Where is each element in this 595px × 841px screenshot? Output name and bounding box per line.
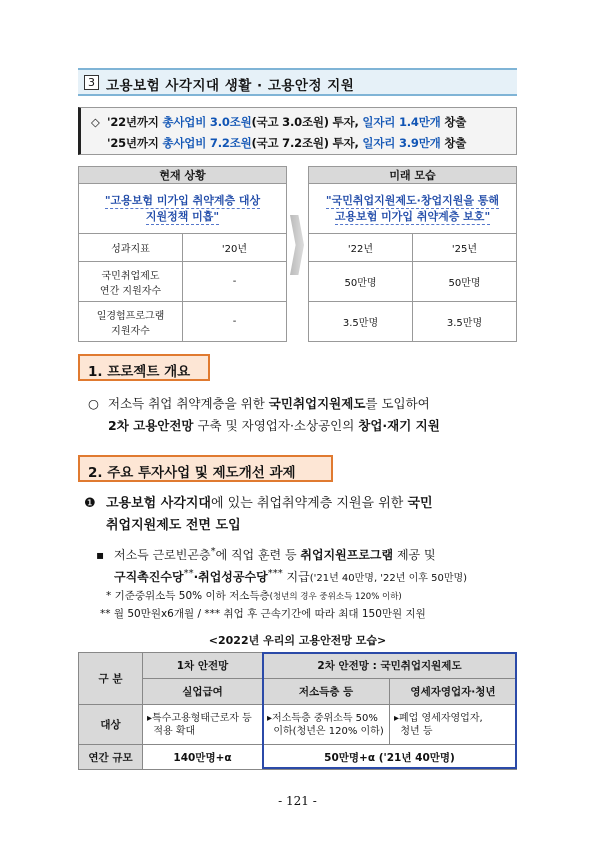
goal-jobs-2025: 일자리 3.9만개 xyxy=(362,136,441,150)
table-caption: <2022년 우리의 고용안전망 모습> xyxy=(208,634,387,647)
future-col-2022: '22년 xyxy=(309,234,413,262)
current-header: 현재 상황 xyxy=(79,167,287,184)
current-row-value: - xyxy=(183,262,287,302)
future-outlook-table xyxy=(308,166,517,342)
target-label: 대상 xyxy=(79,705,143,745)
future-value-2022: 50만명 xyxy=(309,262,413,302)
annual-scale-first-net: 140만명+α xyxy=(143,745,263,770)
future-value-2025: 50만명 xyxy=(413,262,517,302)
goal-line-2025: '25년까지 총사업비 7.2조원(국고 7.2조원) 투자, 일자리 3.9만개 창출 xyxy=(107,136,467,150)
current-quote: "고용보험 미가입 취약계층 대상 지원정책 미흡" xyxy=(79,184,287,234)
section-header xyxy=(78,68,517,96)
second-net-header: 2차 안전망 : 국민취업지원제도 xyxy=(263,653,517,679)
overview-line-1: ○ 저소득 취업 취약계층을 위한 국민취업지원제도를 도입하여 xyxy=(88,396,430,411)
project-1-line-1: ❶ 고용보험 사각지대에 있는 취업취약계층 지원을 위한 국민 xyxy=(84,493,433,515)
future-value-2025: 3.5만명 xyxy=(413,302,517,342)
project-1-detail-1: ▪ 저소득 근로빈곤층*에 직업 훈련 등 취업지원프로그램 제공 및 xyxy=(96,546,436,562)
target-first-net: ▸특수고용형태근로자 등 적용 확대 xyxy=(143,705,263,745)
self-employed-youth-header: 영세자영업자·청년 xyxy=(390,679,517,705)
annual-scale-second-net: 50만명+α ('21년 40만명) xyxy=(263,745,517,770)
current-col-indicator: 성과지표 xyxy=(79,234,183,262)
safety-net-table xyxy=(78,652,517,770)
future-value-2022: 3.5만명 xyxy=(309,302,413,342)
low-income-header: 저소득층 등 xyxy=(263,679,390,705)
current-situation-table xyxy=(78,166,287,342)
overview-line-2: 2차 고용안전망 구축 및 자영업자·소상공인의 창업·재기 지원 xyxy=(108,418,440,433)
goal-box xyxy=(78,107,517,155)
future-header: 미래 모습 xyxy=(309,167,517,184)
goal-bullet: ◇ xyxy=(91,115,100,129)
current-row-label: 일경험프로그램 지원자수 xyxy=(79,302,183,342)
current-row-value: - xyxy=(183,302,287,342)
current-row-label: 국민취업제도 연간 지원자수 xyxy=(79,262,183,302)
future-quote: "국민취업지원제도·창업지원을 통해 고용보험 미가입 취약계층 보호" xyxy=(309,184,517,234)
annual-scale-label: 연간 규모 xyxy=(79,745,143,770)
project-1-line-2: 취업지원제도 전면 도입 xyxy=(106,518,241,533)
section-number: 3 xyxy=(84,75,99,90)
project-1-detail-2: 구직촉진수당**·취업성공수당*** 지급('21년 40만명, '22년 이후 50만명) xyxy=(114,568,468,584)
goal-line-2022: ◇ '22년까지 총사업비 3.0조원(국고 3.0조원) 투자, 일자리 1.4만개 창출 xyxy=(91,115,467,129)
project-overview-heading: 1. 프로젝트 개요 xyxy=(78,354,210,381)
unemployment-benefit-header: 실업급여 xyxy=(143,679,263,705)
section-title: 고용보험 사각지대 생활 · 고용안정 지원 xyxy=(106,78,355,94)
future-col-2025: '25년 xyxy=(413,234,517,262)
footnote-2: ** 월 50만원x6개월 / *** 취업 후 근속기간에 따라 최대 150만원 지원 xyxy=(100,608,426,620)
key-projects-heading: 2. 주요 투자사업 및 제도개선 과제 xyxy=(78,455,333,482)
page-number: - 121 - xyxy=(278,794,317,808)
number-1-icon: ❶ xyxy=(84,496,96,511)
target-self-employed: ▸폐업 영세자영업자, 청년 등 xyxy=(390,705,517,745)
target-low-income: ▸저소득층 중위소득 50% 이하(청년은 120% 이하) xyxy=(263,705,390,745)
transition-arrow-icon xyxy=(290,215,304,275)
goal-budget-2025: 총사업비 7.2조원 xyxy=(162,136,252,150)
footnote-1: * 기준중위소득 50% 이하 저소득층(청년의 경우 중위소득 120% 이하) xyxy=(106,590,402,602)
current-col-2020: '20년 xyxy=(183,234,287,262)
gubun-header: 구 분 xyxy=(79,653,143,705)
goal-budget-2022: 총사업비 3.0조원 xyxy=(162,115,252,129)
first-net-header: 1차 안전망 xyxy=(143,653,263,679)
goal-jobs-2022: 일자리 1.4만개 xyxy=(362,115,441,129)
